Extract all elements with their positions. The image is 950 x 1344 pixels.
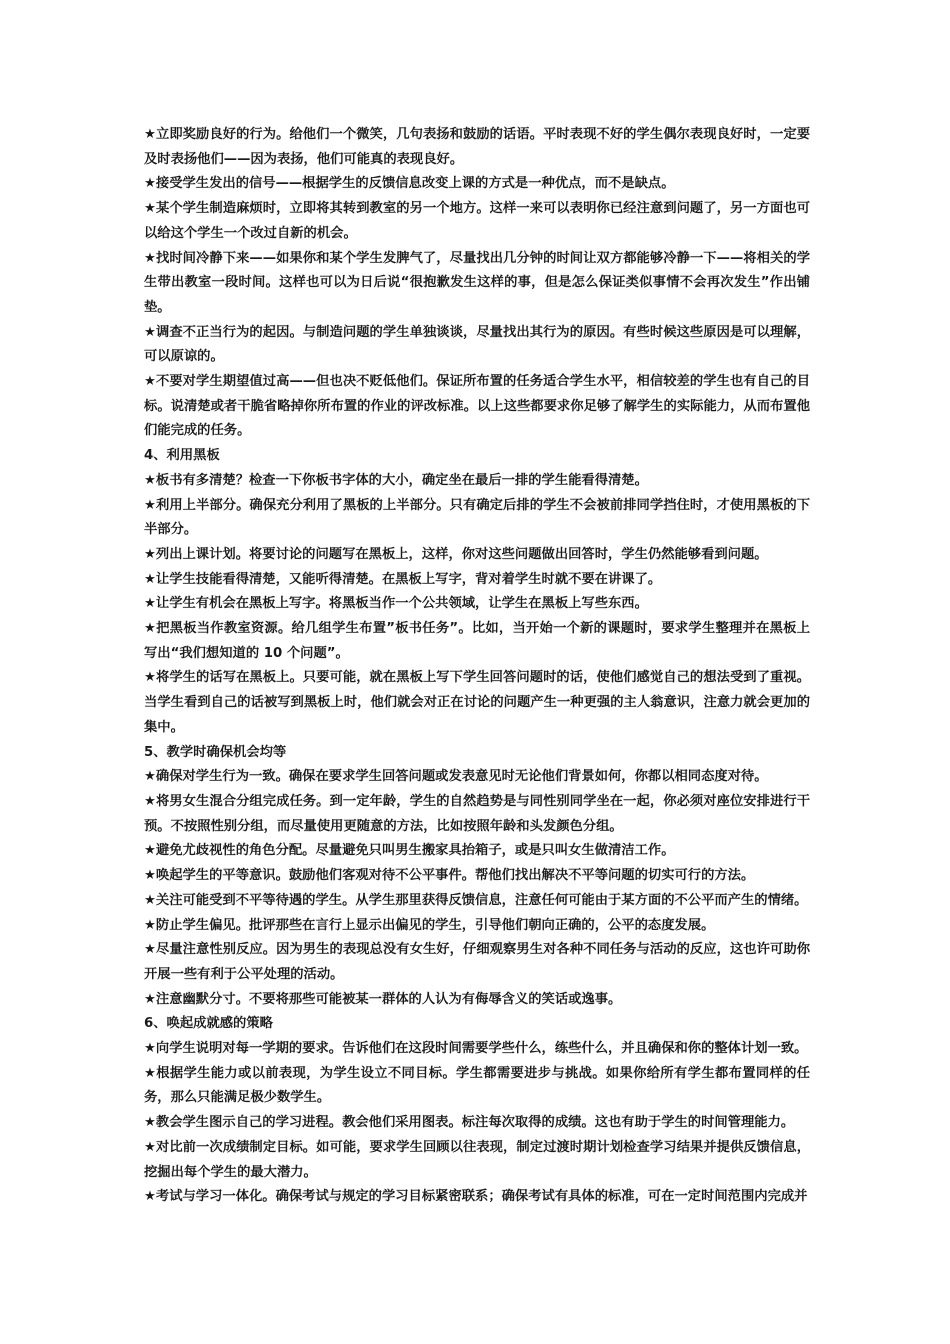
paragraph: ★立即奖励良好的行为。给他们一个微笑，几句表扬和鼓励的话语。平时表现不好的学生偶尔表现良好时，一定要及时表扬他们——因为表扬，他们可能真的表现良好。 <box>144 127 810 167</box>
paragraph: ★板书有多清楚？检查一下你板书字体的大小，确定坐在最后一排的学生能看得清楚。 <box>144 472 648 488</box>
paragraph: ★确保对学生行为一致。确保在要求学生回答问题或发表意见时无论他们背景如何，你都以相同态度对待。 <box>144 769 768 785</box>
section-heading: 4、利用黑板 <box>144 448 220 464</box>
section-heading: 6、唤起成就感的策略 <box>144 1016 273 1032</box>
paragraph: ★关注可能受到不平等待遇的学生。从学生那里获得反馈信息，注意任何可能由于某方面的不公平而产生的情绪。 <box>144 892 808 908</box>
paragraph: ★向学生说明对每一学期的要求。告诉他们在这段时间需要学些什么，练些什么，并且确保和你的整体计划一致。 <box>144 1041 808 1057</box>
paragraph: ★接受学生发出的信号——根据学生的反馈信息改变上课的方式是一种优点，而不是缺点。 <box>144 176 675 192</box>
paragraph: ★找时间冷静下来——如果你和某个学生发脾气了，尽量找出几分钟的时间让双方都能够冷静一下——将相关的学生带出教室一段时间。这样也可以为日后说“很抱歉发生这样的事，但是怎么保证类似事情不会再次发生”作出铺垫。 <box>144 250 810 315</box>
paragraph: ★利用上半部分。确保充分利用了黑板的上半部分。只有确定后排的学生不会被前排同学挡住时，才使用黑板的下半部分。 <box>144 497 810 538</box>
paragraph: ★防止学生偏见。批评那些在言行上显示出偏见的学生，引导他们朝向正确的，公平的态度发展。 <box>144 917 715 933</box>
document-body <box>144 123 810 1210</box>
section-heading: 5、教学时确保机会均等 <box>144 744 287 760</box>
paragraph: ★对比前一次成绩制定目标。如可能，要求学生回顾以往表现，制定过渡时期计划检查学习结果并提供反馈信息，挖掘出每个学生的最大潜力。 <box>144 1139 810 1180</box>
paragraph: ★列出上课计划。将要讨论的问题写在黑板上，这样，你对这些问题做出回答时，学生仍然能够看到问题。 <box>144 546 768 562</box>
paragraph: ★让学生技能看得清楚，又能听得清楚。在黑板上写字，背对着学生时就不要在讲课了。 <box>144 571 662 587</box>
paragraph: ★注意幽默分寸。不要将那些可能被某一群体的人认为有侮辱含义的笑话或逸事。 <box>144 991 622 1007</box>
paragraph: ★不要对学生期望值过高——但也决不贬低他们。保证所布置的任务适合学生水平，相信较差的学生也有自己的目标。说清楚或者干脆省略掉你所布置的作业的评改标准。以上这些都要求你足够了解学生的实际能力，从而布置他们能完成的任务。 <box>144 374 810 439</box>
paragraph: ★考试与学习一体化。确保考试与规定的学习目标紧密联系；确保考试有具体的标准，可在一定时间范围内完成并 <box>144 1189 808 1205</box>
paragraph: ★让学生有机会在黑板上写字。将黑板当作一个公共领域，让学生在黑板上写些东西。 <box>144 596 648 612</box>
paragraph: ★避免尤歧视性的角色分配。尽量避免只叫男生搬家具抬箱子，或是只叫女生做清洁工作。 <box>144 843 675 859</box>
paragraph: ★某个学生制造麻烦时，立即将其转到教室的另一个地方。这样一来可以表明你已经注意到问题了，另一方面也可以给这个学生一个改过自新的机会。 <box>144 201 810 241</box>
paragraph: ★将男女生混合分组完成任务。到一定年龄，学生的自然趋势是与同性别同学坐在一起，你必须对座位安排进行干预。不按照性别分组，而尽量使用更随意的方法，比如按照年龄和头发颜色分组。 <box>144 793 810 834</box>
paragraph: ★教会学生图示自己的学习进程。教会他们采用图表。标注每次取得的成绩。这也有助于学生的时间管理能力。 <box>144 1115 795 1131</box>
paragraph: ★调查不正当行为的起因。与制造问题的学生单独谈谈，尽量找出其行为的原因。有些时候这些原因是可以理解，可以原谅的。 <box>144 324 810 365</box>
paragraph: ★根据学生能力或以前表现，为学生设立不同目标。学生都需要进步与挑战。如果你给所有学生都布置同样的任务，那么只能满足极少数学生。 <box>144 1065 810 1106</box>
paragraph: ★将学生的话写在黑板上。只要可能，就在黑板上写下学生回答问题时的话，使他们感觉自己的想法受到了重视。当学生看到自己的话被写到黑板上时，他们就会对正在讨论的问题产生一种更强的主人翁意识，注意力就会更加的集中。 <box>144 670 810 735</box>
paragraph: ★尽量注意性别反应。因为男生的表现总没有女生好，仔细观察男生对各种不同任务与活动的反应，这也许可助你开展一些有利于公平处理的活动。 <box>144 942 810 982</box>
paragraph: ★把黑板当作教室资源。给几组学生布置”板书任务”。比如，当开始一个新的课题时，要求学生整理并在黑板上写出“我们想知道的 10 个问题”。 <box>144 621 810 661</box>
paragraph: ★唤起学生的平等意识。鼓励他们客观对待不公平事件。帮他们找出解决不平等问题的切实可行的方法。 <box>144 868 755 884</box>
